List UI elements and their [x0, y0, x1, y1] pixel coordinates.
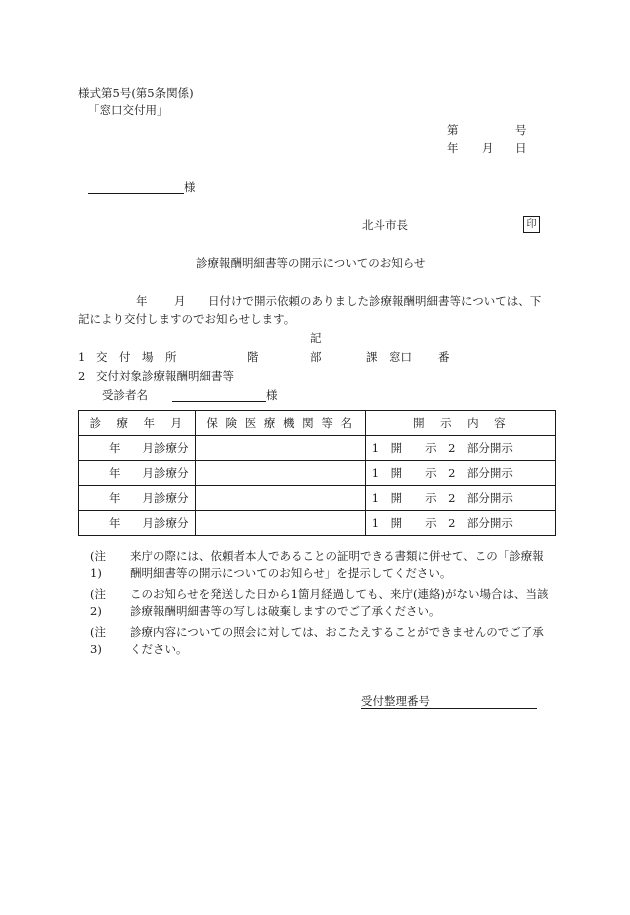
- addressee-name-line: [88, 181, 184, 194]
- item1-section: 課 窓口: [366, 350, 412, 364]
- cell-period: [79, 461, 196, 486]
- note-tag: (注2): [90, 587, 106, 618]
- header-institution: 保 険 医 療 機 関 等 名: [195, 411, 365, 436]
- disclosure-table: [78, 410, 556, 536]
- date-day: 日: [515, 141, 527, 155]
- cell-institution: [195, 486, 365, 511]
- table-row: [79, 486, 556, 511]
- period-year: 年: [109, 441, 121, 455]
- cell-disclosure: 1 開 示 2 部分開示: [365, 436, 555, 461]
- table-header-row: [79, 411, 556, 436]
- copy-type: 「窓口交付用」: [88, 103, 169, 117]
- item1-number: 1: [78, 350, 86, 364]
- cell-disclosure: 1 開 示 2 部分開示: [365, 461, 555, 486]
- item1-dept: 部: [310, 350, 322, 364]
- item2-label: 交付対象診療報酬明細書等: [96, 369, 234, 383]
- item2-number: 2: [78, 369, 86, 383]
- cell-period: [79, 511, 196, 536]
- intro-year: 年: [136, 294, 148, 308]
- cell-institution: [195, 461, 365, 486]
- cell-disclosure: 1 開 示 2 部分開示: [365, 486, 555, 511]
- receipt-label: 受付整理番号: [361, 694, 430, 708]
- period-year: 年: [109, 491, 121, 505]
- cell-institution: [195, 511, 365, 536]
- note-tag: (注3): [90, 625, 106, 656]
- item1-counter: 番: [438, 350, 450, 364]
- patient-name: [172, 388, 278, 402]
- patient-name-line: [172, 389, 266, 402]
- header-disclosure: 開 示 内 容: [365, 411, 555, 436]
- period-month: 月診療分: [142, 441, 189, 455]
- doc-no-prefix: 第: [447, 123, 459, 137]
- intro-line1: 日付けで開示依頼のありました診療報酬明細書等については、下: [208, 294, 542, 308]
- addressee: [88, 180, 196, 194]
- note-tag: (注1): [90, 549, 106, 580]
- period-year: 年: [109, 466, 121, 480]
- cell-period: [79, 486, 196, 511]
- ki-heading: 記: [310, 331, 322, 345]
- cell-disclosure: 1 開 示 2 部分開示: [365, 511, 555, 536]
- intro-month: 月: [174, 294, 186, 308]
- date-month: 月: [482, 141, 494, 155]
- table-row: [79, 511, 556, 536]
- doc-no-suffix: 号: [515, 123, 527, 137]
- form-number: 様式第5号(第5条関係): [78, 86, 194, 100]
- date-year: 年: [447, 141, 459, 155]
- period-month: 月診療分: [142, 466, 189, 480]
- header-period: 診 療 年 月: [79, 411, 196, 436]
- patient-honorific: 様: [266, 388, 278, 402]
- page-title: 診療報酬明細書等の開示についてのお知らせ: [196, 256, 426, 270]
- period-month: 月診療分: [142, 516, 189, 530]
- cell-period: [79, 436, 196, 461]
- item1-label: 交 付 場 所: [96, 350, 177, 364]
- patient-label: 受診者名: [102, 388, 148, 402]
- seal-mark: 印: [523, 216, 540, 233]
- issuer-title: 北斗市長: [362, 218, 408, 232]
- addressee-honorific: 様: [184, 180, 196, 194]
- intro-line2: 記により交付しますのでお知らせします。: [78, 312, 296, 326]
- receipt-number-line: [361, 694, 537, 709]
- note-text: このお知らせを発送した日から1箇月経過しても、来庁(連絡)がない場合は、当該診療報酬明細書等の写しは破棄しますのでご了承ください。: [130, 587, 549, 618]
- table-row: [79, 461, 556, 486]
- item1-floor: 階: [247, 350, 259, 364]
- cell-institution: [195, 436, 365, 461]
- note-text: 診療内容についての照会に対しては、おこたえすることができませんのでご了承ください。: [130, 625, 544, 656]
- period-year: 年: [109, 516, 121, 530]
- receipt-number: [361, 694, 537, 709]
- period-month: 月診療分: [142, 491, 189, 505]
- note-text: 来庁の際には、依頼者本人であることの証明できる書類に併せて、この「診療報酬明細書等の開示についてのお知らせ」を提示してください。: [130, 549, 544, 580]
- table-row: [79, 436, 556, 461]
